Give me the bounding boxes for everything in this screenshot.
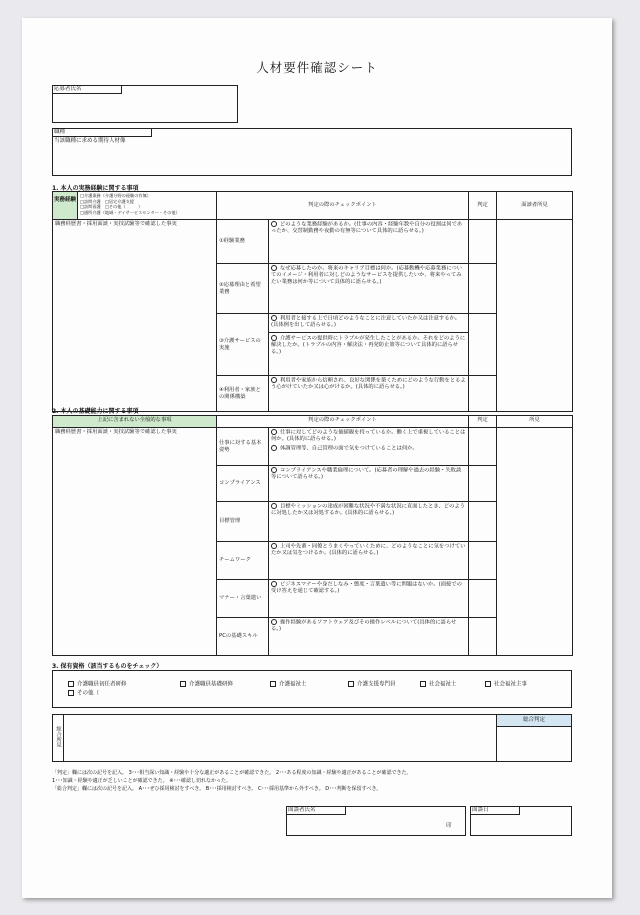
page-title: 人材要件確認シート [256,60,378,75]
section1-heading: 1. 本人の実務経験に関する事項 [52,185,139,192]
s1-judgment-cell[interactable] [469,376,497,412]
s2-view-cell[interactable] [497,428,573,656]
s1-interviewer-cell[interactable] [497,220,573,412]
s2-point: 仕事に対してどのような価値観を持っているか。働く上で重視していることは何か。(具体的に語らせる。) [271,429,466,443]
s1-col-judgment: 判定 [469,192,497,220]
checkbox-icon [68,681,74,687]
s1-points [269,220,469,264]
section2-heading: 2. 本人の基礎能力に関する事項 [52,408,139,415]
overall-judgment-cell[interactable] [496,727,572,762]
overall-judgment-label: 総合判定 [496,715,571,727]
circle-bullet-icon [271,619,277,625]
s1-facts-cell: 職務経歴書・採用面談・実技試験等で確認した事実 [53,220,217,412]
s2-judgment-cell[interactable] [469,428,497,466]
checkbox-icon [68,690,74,696]
s2-item: コンプライアンス [217,466,269,502]
applicant-name-label: 応募者氏名 [54,86,82,92]
s2-point: ビジネスマナーや身だしなみ・態度・言葉遣い等に問題はないか。(面接での受け答えを通じて確認する。) [271,581,462,595]
circle-bullet-icon [271,467,277,473]
s2-item: 目標管理 [217,502,269,542]
circle-bullet-icon [271,335,277,341]
s2-facts-cell: 職務経歴書・採用面談・実技試験等で確認した事実 [53,428,217,656]
qual-item[interactable]: 社会福祉士 [420,681,457,689]
qual-item[interactable]: 介護福祉士 [270,681,307,689]
interviewer-name-label: 面談者氏名 [288,807,316,813]
circle-bullet-icon [271,503,277,509]
s1-point: どのような業務経験があるか。(仕事の内容・経験年数や自分の役割は何であったか、交替制勤務や夜勤の有無等について具体的に語らせる。) [271,221,463,235]
circle-bullet-icon [271,429,277,435]
qualifications-box [52,670,572,708]
s2-item: 仕事に対する基本姿勢 [217,428,269,466]
circle-bullet-icon [271,265,277,271]
checkbox-icon [348,681,354,687]
qual-item[interactable]: 介護職員初任者研修 [68,681,127,689]
checkbox-icon [485,681,491,687]
s1-item: ②応募理由と希望業務 [217,264,269,314]
section1-table [52,191,573,412]
experience-label: 実務経験 [53,192,78,219]
s1-judgment-cell[interactable] [469,220,497,264]
s2-judgment-cell[interactable] [469,580,497,618]
s1-item: ③介護サービスの実施 [217,314,269,376]
s2-judgment-cell[interactable] [469,466,497,502]
s1-item: ④利用者・家族との関係構築 [217,376,269,412]
circle-bullet-icon [271,581,277,587]
circle-bullet-icon [271,221,277,227]
note-line: 1･･･知識・経験や適正が乏しいことが確認できた。 ※･･･確認し切れなかった。 [52,778,231,784]
s1-point: 介護サービスの提供時にトラブルが発生したことがあるか。それをどのように解決したか。(トラブルの内容・解決法・再発防止策等について具体的に語らせる。) [271,335,466,356]
experience-option: □介護業務（介護分野の経験の有無） [80,193,151,198]
s2-col-view: 所見 [497,416,573,428]
s2-points [269,542,469,580]
s2-left-header: 上記に含まれない全般的な事項 [53,416,217,428]
s1-point: 利用者と接する上で日頃どのようなことに注意していたか又は注意するか。(具体例を出して語らせる。) [271,315,461,329]
s2-point: 操作経験があるソフトウェア及びその操作レベルについて(具体的に語らせる。) [271,619,457,633]
qual-item[interactable]: その他（ [68,690,99,698]
s2-points [269,466,469,502]
s1-point: なぜ応募したのか。将来のキャリア目標は何か。(応募動機や応募業務についてのイメージ・利用者に対しどのようなサービスを提供したいか、将来やってみたい業務は何か等について具体的に語らせる。) [271,265,463,286]
s2-judgment-cell[interactable] [469,502,497,542]
s2-judgment-cell[interactable] [469,618,497,656]
s2-point: 目標やミッションの達成が困難な状況や不満な状況に直面したとき、どのように対処したか又は対処するか。(具体的に語らせる。) [271,503,465,517]
checkbox-icon [270,681,276,687]
s2-item: チームワーク [217,542,269,580]
s1-points [269,264,469,314]
s2-point: コンプライアンスや職業倫理について。(応募者の理解や過去の経験・失敗談等について語らせる。) [271,467,462,481]
overall-label: 総合所見 [55,726,61,748]
s1-judgment-cell[interactable] [469,264,497,314]
section2-table [52,415,573,656]
s1-points [269,314,469,376]
s2-judgment-cell[interactable] [469,542,497,580]
s1-col-points: 判定の際のチェックポイント [217,192,469,220]
s2-points [269,580,469,618]
checkbox-icon [420,681,426,687]
note-line: 「判定」欄には次の記号を記入。 3･･･相当深い知識・経験や十分な適正があることが確認できた。 2･･･ある程度の知識・経験や適正があることが確認できた。 [52,770,412,776]
experience-option: □通所介護（地域・デイサービスセンター・その他） [80,209,180,215]
job-label-box [52,128,152,137]
job-sub-label: 当該職種に求める期待人材像 [54,138,126,144]
overall-box[interactable] [52,714,572,762]
s1-col-interviewer: 面談者所見 [497,192,573,220]
section3-heading: 3. 保有資格（該当するものをチェック） [52,663,163,670]
circle-bullet-icon [271,445,277,451]
qual-item[interactable]: 介護職員基礎研修 [180,681,233,689]
experience-option: □訪問看護 □その他（ ） [80,204,143,210]
interview-date-label: 面談日 [472,807,489,813]
seal-mark: 印 [446,823,452,829]
job-label: 職種 [54,129,66,135]
s1-point: 利用者や家族から信頼され、良好な関係を築くためにどのような行動をとるよう心がけていたか又は心がけるか。(具体的に語らせる。) [271,377,466,391]
s2-item: PCの基礎スキル [217,618,269,656]
experience-options [78,192,182,219]
s2-item: マナー・言葉遣い [217,580,269,618]
experience-option: □訪問介護 □居宅介護支援 [80,198,134,204]
document-sheet [22,18,612,898]
circle-bullet-icon [271,315,277,321]
s1-points [269,376,469,412]
s1-item: ①経験業務 [217,220,269,264]
s2-points [269,428,469,466]
qual-item[interactable]: 介護支援専門員 [348,681,396,689]
qual-item[interactable]: 社会福祉主事 [485,681,527,689]
s2-point: 体調管理等、自己管理の面で気をつけていることは何か。 [280,445,418,452]
note-line: 「総合判定」欄には次の記号を記入。 A･･･ぜひ採用検討をすべき。 B･･･採用検討すべき。 C･･･採用基準から外すべき。 D･･･判断を保留すべき。 [52,786,382,792]
circle-bullet-icon [271,543,277,549]
checkbox-icon [180,681,186,687]
experience-cell [53,192,217,220]
s1-judgment-cell[interactable] [469,314,497,376]
s2-points [269,502,469,542]
s2-points [269,618,469,656]
circle-bullet-icon [271,377,277,383]
s2-point: 上司や先輩・同僚とうまくやっていくために、どのようなことに気をつけていたか又は気をつけるか。(具体的に語らせる。) [271,543,466,557]
s2-col-judgment: 判定 [469,416,497,428]
s2-col-points: 判定の際のチェックポイント [217,416,469,428]
